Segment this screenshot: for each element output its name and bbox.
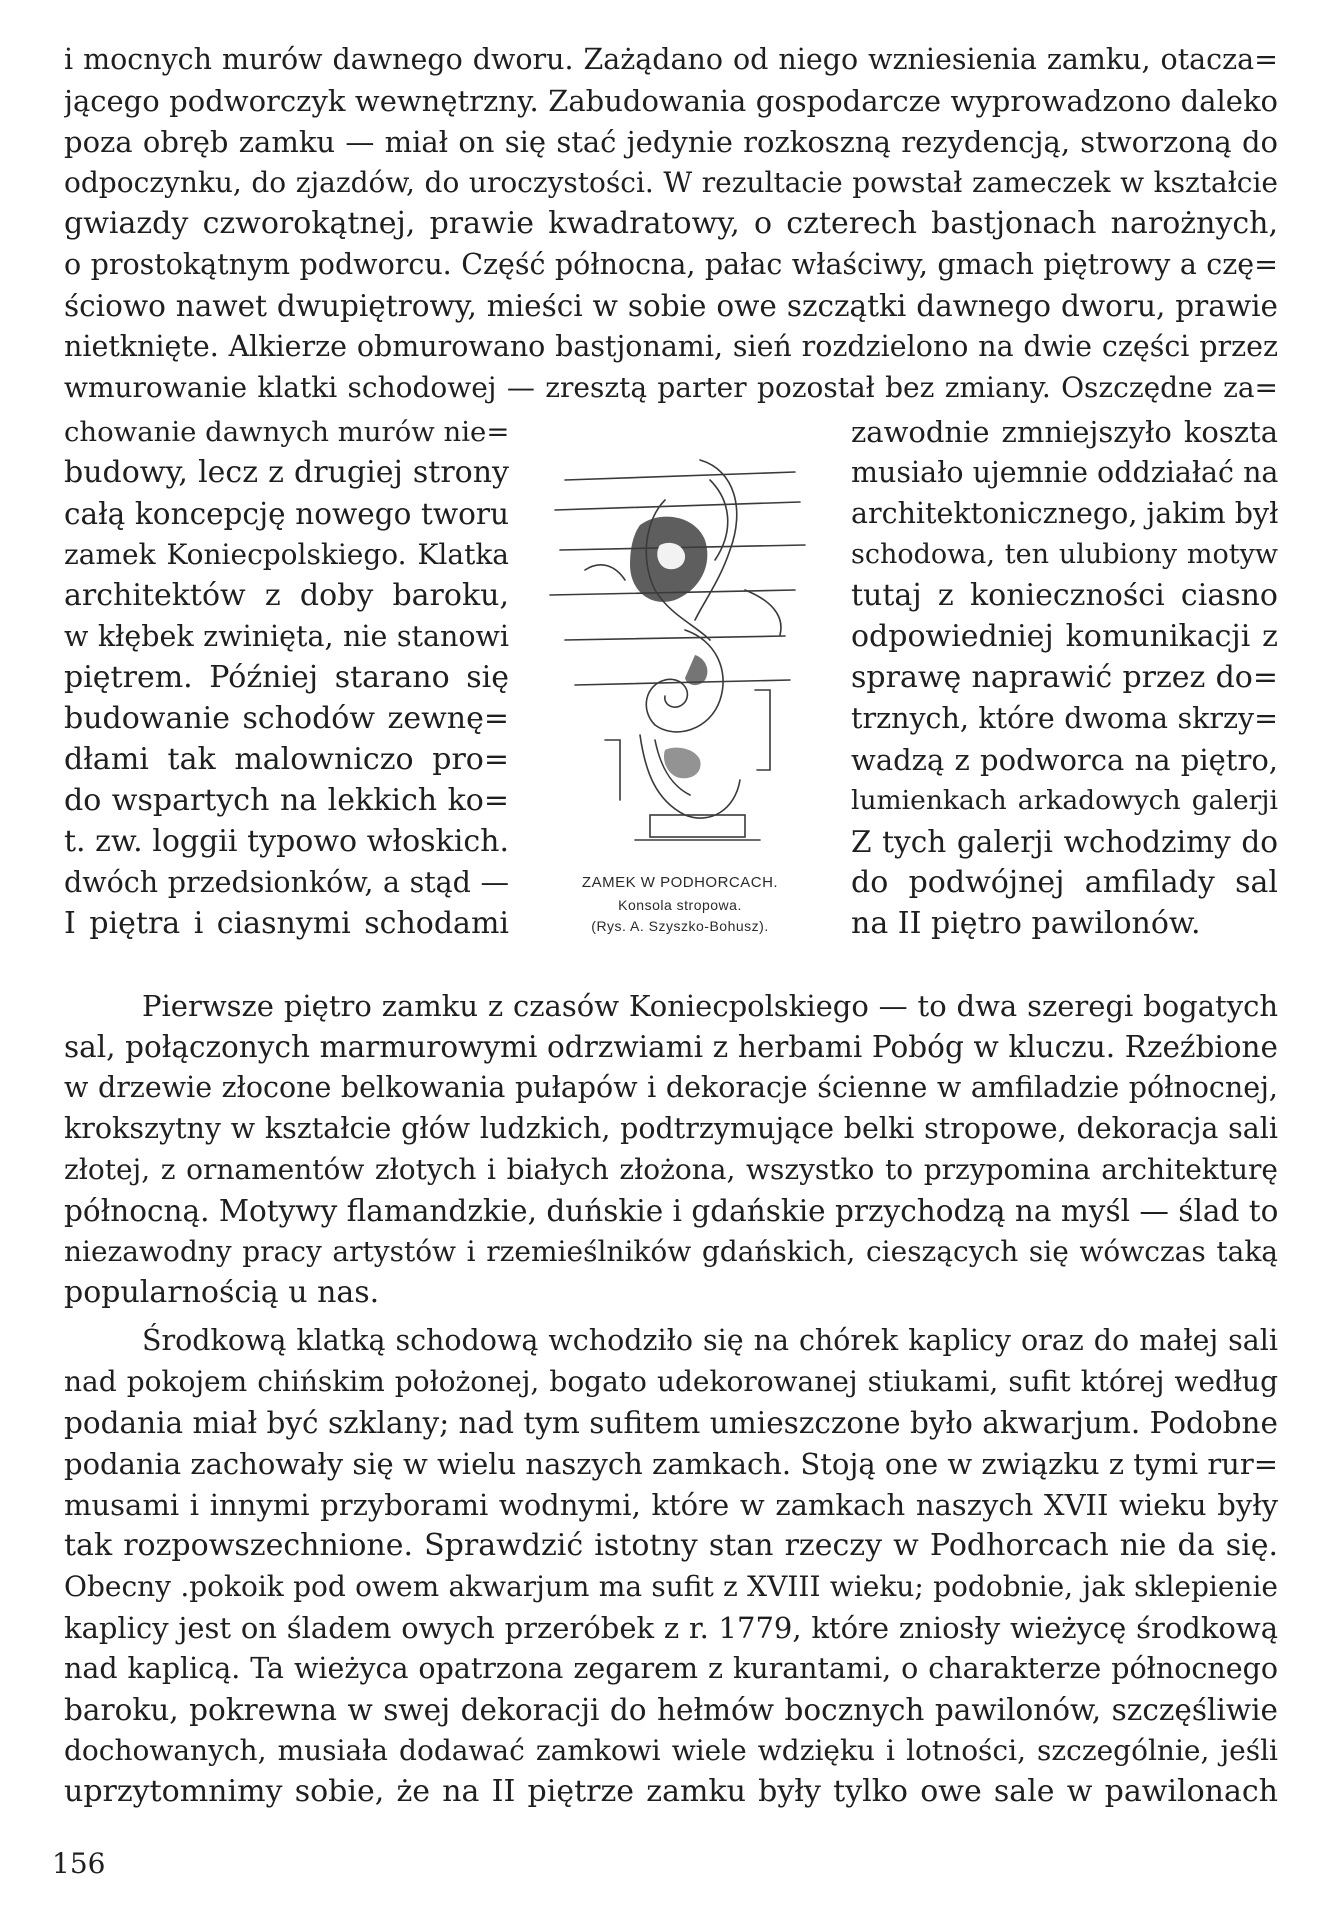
figure-credit: (Rys. A. Szyszko-Bohusz).: [591, 918, 769, 934]
text-line: ściowo nawet dwupiętrowy, mieści w sobie owe szczątki dawnego dworu, prawie: [64, 289, 1278, 323]
text-line: podania zachowały się w wielu naszych zamkach. Stoją one w związku z tymi rur=: [64, 1447, 1278, 1481]
left-column-line: dwóch przedsionków, a stąd —: [64, 866, 509, 899]
text-line: popularnością u nas.: [64, 1275, 380, 1310]
text-line: niezawodny pracy artystów i rzemieślników gdańskich, cieszących się wówczas taką: [64, 1235, 1278, 1268]
text-line: nietknięte. Alkierze obmurowano bastjonami, sień rozdzielono na dwie części przez: [64, 330, 1278, 363]
right-column-line: musiało ujemnie oddziałać na: [851, 456, 1278, 489]
text-line: jącego podworczyk wewnętrzny. Zabudowania gospodarcze wyprowadzono daleko: [64, 84, 1278, 118]
right-column-line: zawodnie zmniejszyło koszta: [851, 415, 1278, 449]
text-line: złotej, z ornamentów złotych i białych złożona, wszystko to przypomina architekturę: [64, 1153, 1278, 1186]
text-line: poza obręb zamku — miał on się stać jedynie rozkoszną rezydencją, stworzoną do: [64, 125, 1278, 159]
left-column-line: piętrem. Później starano się: [64, 660, 509, 695]
text-line: północną. Motywy flamandzkie, duńskie i gdańskie przychodzą na myśl — ślad to: [64, 1194, 1278, 1228]
text-line: odpoczynku, do zjazdów, do uroczystości. W rezultacie powstał zameczek w kształcie: [64, 166, 1278, 199]
text-line: wmurowanie klatki schodowej — zresztą parter pozostał bez zmiany. Oszczędne za=: [64, 371, 1278, 404]
text-line: Obecny .pokoik pod owem akwarjum ma sufit z XVIII wieku; podobnie, jak sklepienie: [64, 1570, 1278, 1603]
text-line: krokszytny w kształcie głów ludzkich, podtrzymujące belki stropowe, dekoracja sali: [64, 1112, 1278, 1145]
text-line: podania miał być szklany; nad tym sufitem umieszczone było akwarjum. Podobne: [64, 1406, 1278, 1440]
text-line: Środkową klatką schodową wchodziło się na chórek kaplicy oraz do małej sali: [142, 1324, 1278, 1357]
right-column-line: Z tych galerji wchodzimy do: [851, 825, 1278, 859]
text-line: kaplicy jest on śladem owych przeróbek z r. 1779, które zniosły wieżycę środkową: [64, 1611, 1278, 1645]
text-line: nad kaplicą. Ta wieżyca opatrzona zegarem z kurantami, o charakterze północnego: [64, 1652, 1278, 1685]
text-line: tak rozpowszechnione. Sprawdzić istotny stan rzeczy w Podhorcach nie da się.: [64, 1528, 1278, 1563]
corbel-drawing: [545, 440, 815, 860]
left-column-line: I piętra i ciasnymi schodami: [64, 906, 509, 941]
left-column-line: budowanie schodów zewnę=: [64, 701, 509, 736]
right-column-line: na II piętro pawilonów.: [851, 906, 1201, 941]
text-line: o prostokątnym podworcu. Część północna, pałac właściwy, gmach piętrowy a czę=: [64, 248, 1278, 281]
text-line: w drzewie złocone belkowania pułapów i dekoracje ścienne w amfiladzie północnej,: [64, 1071, 1278, 1104]
figure-title: ZAMEK W PODHORCACH.: [581, 874, 779, 891]
right-column-line: schodowa, ten ulubiony motyw: [851, 539, 1278, 570]
text-line: dochowanych, musiała dodawać zamkowi wiele wdzięku i lotności, szczególnie, jeśli: [64, 1734, 1278, 1767]
text-line: i mocnych murów dawnego dworu. Zażądano od niego wzniesienia zamku, otacza=: [64, 43, 1278, 76]
text-line: baroku, pokrewna w swej dekoracji do hełmów bocznych pawilonów, szczęśliwie: [64, 1693, 1278, 1727]
left-column-line: całą koncepcję nowego tworu: [64, 497, 509, 531]
left-column-line: w kłębek zwinięta, nie stanowi: [64, 620, 509, 653]
left-column-line: chowanie dawnych murów nie=: [64, 416, 509, 448]
text-line: gwiazdy czworokątnej, prawie kwadratowy, o czterech bastjonach narożnych,: [64, 206, 1278, 241]
right-column-line: odpowiedniej komunikacji z: [851, 619, 1278, 654]
right-column-line: trznych, które dwoma skrzy=: [851, 702, 1278, 735]
corbel-illustration: [545, 440, 815, 860]
text-line: sal, połączonych marmurowymi odrzwiami z herbami Pobóg w kluczu. Rzeźbione: [64, 1030, 1278, 1064]
left-column-line: budowy, lecz z drugiej strony: [64, 455, 509, 490]
text-line: Pierwsze piętro zamku z czasów Koniecpolskiego — to dwa szeregi bogatych: [142, 989, 1278, 1023]
right-column-line: wadzą z podworca na piętro,: [851, 743, 1278, 777]
right-column-line: tutaj z konieczności ciasno: [851, 578, 1278, 613]
page-number: 156: [52, 1847, 106, 1880]
text-line: nad pokojem chińskim położonej, bogato udekorowanej stiukami, sufit której według: [64, 1365, 1278, 1398]
figure-subtitle: Konsola stropowa.: [618, 897, 742, 913]
left-column-line: zamek Koniecpolskiego. Klatka: [64, 538, 509, 571]
text-line: musami i innymi przyborami wodnymi, które w zamkach naszych XVII wieku były: [64, 1488, 1278, 1522]
right-column-line: sprawę naprawić przez do=: [851, 660, 1278, 695]
left-column-line: do wspartych na lekkich ko=: [64, 783, 509, 818]
left-column-line: t. zw. loggii typowo włoskich.: [64, 824, 509, 859]
right-column-line: lumienkach arkadowych galerji: [851, 785, 1278, 816]
right-column-line: do podwójnej amfilady sal: [851, 865, 1278, 900]
text-line: uprzytomnimy sobie, że na II piętrze zamku były tylko owe sale w pawilonach: [64, 1774, 1278, 1809]
left-column-line: architektów z doby baroku,: [64, 578, 509, 613]
right-column-line: architektonicznego, jakim był: [851, 497, 1278, 530]
left-column-line: dłami tak malowniczo pro=: [64, 742, 509, 777]
